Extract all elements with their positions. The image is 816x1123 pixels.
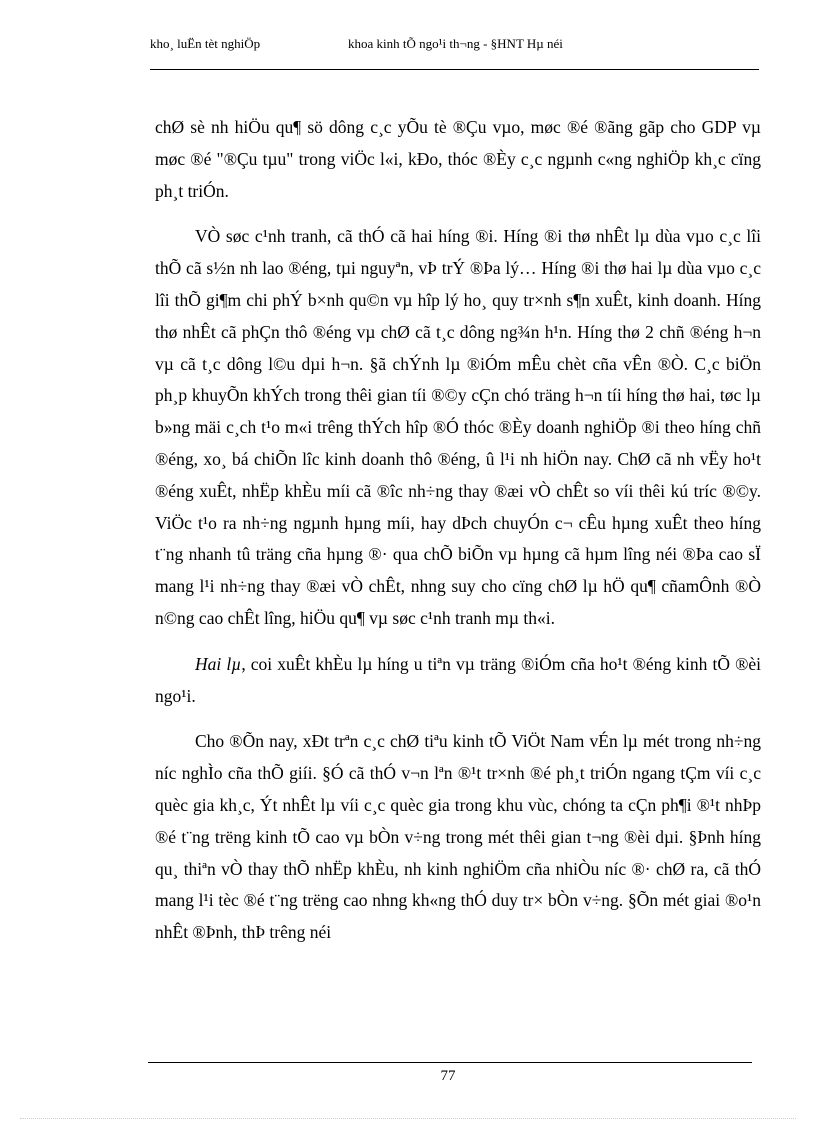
footer-rule <box>148 1062 752 1063</box>
paragraph-2: VÒ søc c¹nh tranh, cã thÓ cã hai híng ®i. Híng ®i thø nhÊt lµ dùa vµo c¸c lîi thÕ cã s½n nh lao ®éng, tµi nguyªn, vÞ trÝ ®Þa lý… Híng ®i thø hai lµ dùa vµo c¸c lîi thÕ gi¶m chi phÝ b×nh qu©n vµ hîp lý ho¸ quy tr×nh s¶n xuÊt, kinh doanh. Híng thø nhÊt cã phÇn thô ®éng vµ chØ cã t¸c dông ng¾n h¹n. Híng thø 2 chñ ®éng h¬n vµ cã t¸c dông l©u dµi h¬n. §ã chÝnh lµ ®iÓm mÊu chèt cña vÊn ®Ò. C¸c biÖn ph¸p khuyÕn khÝch trong thêi gian tíi ®©y cÇn chó träng h¬n tíi híng thø hai, tøc lµ b»ng mäi c¸ch t¹o m«i trêng thÝch hîp ®Ó thóc ®Èy doanh nghiÖp ®i theo híng chñ ®éng, xo¸ bá chiÕn lîc kinh doanh thô ®éng, û l¹i nh hiÖn nay. ChØ cã nh vËy ho¹t ®éng xuÊt, nhËp khÈu míi cã ®îc nh÷ng thay ®æi vÒ chÊt so víi thêi kú tríc ®©y. ViÖc t¹o ra nh÷ng ngµnh hµng míi, hay dÞch chuyÓn c¬ cÊu hµng xuÊt theo híng t¨ng nhanh tû träng cña hµng ®· qua chÕ biÕn vµ hµng cã hµm lîng néi ®Þa cao sÏ mang l¹i nh÷ng thay ®æi vÒ chÊt, nhng suy cho cïng chØ lµ hÖ qu¶ cñamÔnh ®Ò n©ng cao chÊt lîng, hiÖu qu¶ vµ søc c¹nh tranh mµ th«i. <box>155 226 761 628</box>
header-rule <box>150 69 759 70</box>
page-number: 77 <box>440 1068 456 1084</box>
header-left-text: kho¸ luËn tèt nghiÖp <box>150 36 261 51</box>
body-text <box>155 112 761 949</box>
paragraph-3-lead: Hai lµ <box>195 653 242 674</box>
page-bottom-border <box>20 1118 796 1119</box>
header-center-text: khoa kinh tÕ ngo¹i th¬ng - §HNT Hµ néi <box>348 36 563 51</box>
paragraph-1: chØ sè nh hiÖu qu¶ sö dông c¸c yÕu tè ®Çu vµo, møc ®é ®ãng gãp cho GDP vµ møc ®é "®Çu tµu" trong viÖc l«i, kÐo, thóc ®Èy c¸c ngµnh c«ng nghiÖp kh¸c cïng ph¸t triÓn. <box>155 117 761 201</box>
paragraph-4: Cho ®Õn nay, xÐt trªn c¸c chØ tiªu kinh tÕ ViÖt Nam vÉn lµ mét trong nh÷ng níc nghÌo cña thÕ giíi. §Ó cã thÓ v¬n lªn ®¹t tr×nh ®é ph¸t triÓn ngang tÇm víi c¸c quèc gia kh¸c, Ýt nhÊt lµ víi c¸c quèc gia trong khu vùc, chóng ta cÇn ph¶i ®¹t nhÞp ®é t¨ng trëng kinh tÕ cao vµ bÒn v÷ng trong mét thêi gian t¬ng ®èi dµi. §Þnh híng qu¸ thiªn vÒ thay thÕ nhËp khÈu, nh kinh nghiÖm cña nhiÒu níc ®· chØ ra, cã thÓ mang l¹i tèc ®é t¨ng trëng cao nhng kh«ng thÓ duy tr× bÒn v÷ng. §Õn mét giai ®o¹n nhÊt ®Þnh, thÞ trêng néi <box>155 731 761 943</box>
paragraph-3-text: , coi xuÊt khÈu lµ híng u tiªn vµ träng ®iÓm cña ho¹t ®éng kinh tÕ ®èi ngo¹i. <box>155 653 762 706</box>
page-header <box>150 36 760 56</box>
paragraph-3 <box>155 649 761 713</box>
